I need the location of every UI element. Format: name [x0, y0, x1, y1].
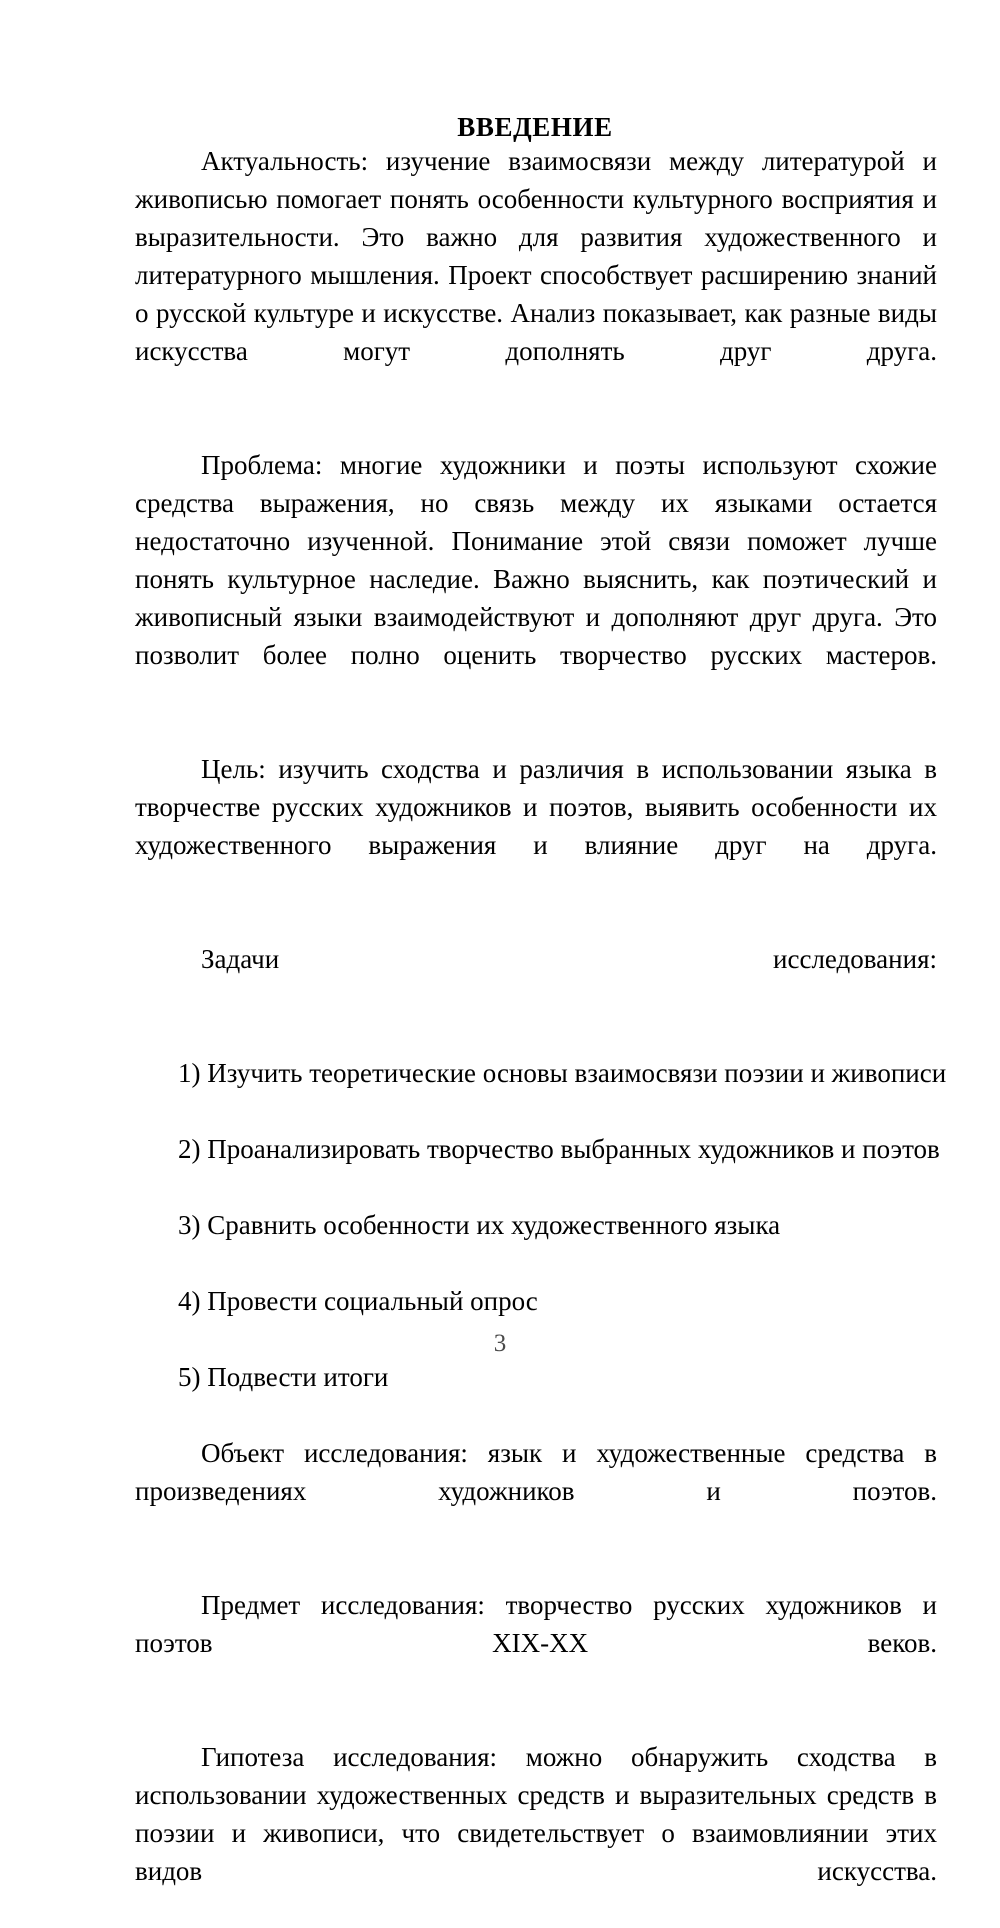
paragraph-spacer: [135, 1396, 937, 1434]
paragraph-spacer: [135, 1548, 937, 1586]
list-item: 3) Сравнить особенности их художественного языка: [178, 1210, 781, 1240]
list-item: 2) Проанализировать творчество выбранных художников и поэтов: [178, 1134, 940, 1164]
list-spacer: [135, 1092, 937, 1130]
page-title: ВВЕДЕНИЕ: [457, 112, 613, 143]
paragraph-hypothesis: Гипотеза исследования: можно обнаружить сходства в использовании художественных средств и выразительных средств в поэзии и живописи, что свидетельствует о взаимовлиянии этих видов искусства.: [135, 1742, 937, 1886]
page-number: 3: [493, 1330, 507, 1357]
paragraph-spacer: [135, 1700, 937, 1738]
list-item: 1) Изучить теоретические основы взаимосвязи поэзии и живописи: [178, 1058, 947, 1088]
paragraph-problem: Проблема: многие художники и поэты используют схожие средства выражения, но связь между их языками остается недостаточно изученной. Понимание этой связи поможет лучше понять культурное наследие. Важно выяснить, как поэтический и живописный языки взаимодействуют и дополняют друг друга. Это позволит более полно оценить творчество русских мастеров.: [135, 450, 937, 670]
list-spacer: [135, 1168, 937, 1206]
paragraph-spacer: [135, 408, 937, 446]
paragraph-spacer: [135, 712, 937, 750]
paragraph-relevance: Актуальность: изучение взаимосвязи между литературой и живописью помогает понять особенности культурного восприятия и выразительности. Это важно для развития художественного и литературного мышления. Проект способствует расширению знаний о русской культуре и искусстве. Анализ показывает, как разные виды искусства могут дополнять друг друга.: [135, 146, 937, 366]
list-spacer: [135, 1244, 937, 1282]
paragraph-object: Объект исследования: язык и художественные средства в произведениях художников и поэтов.: [135, 1438, 937, 1506]
document-body: [135, 142, 947, 1928]
list-item: 5) Подвести итоги: [178, 1362, 389, 1392]
list-item: 4) Провести социальный опрос: [178, 1286, 538, 1316]
paragraph-spacer: [135, 1016, 937, 1054]
paragraph-subject: Предмет исследования: творчество русских художников и поэтов XIX-XX веков.: [135, 1590, 937, 1658]
tasks-heading: Задачи исследования:: [201, 944, 937, 974]
paragraph-spacer: [135, 902, 937, 940]
paragraph-goal: Цель: изучить сходства и различия в использовании языка в творчестве русских художников и поэтов, выявить особенности их художественного выражения и влияние друг на друга.: [135, 754, 937, 860]
